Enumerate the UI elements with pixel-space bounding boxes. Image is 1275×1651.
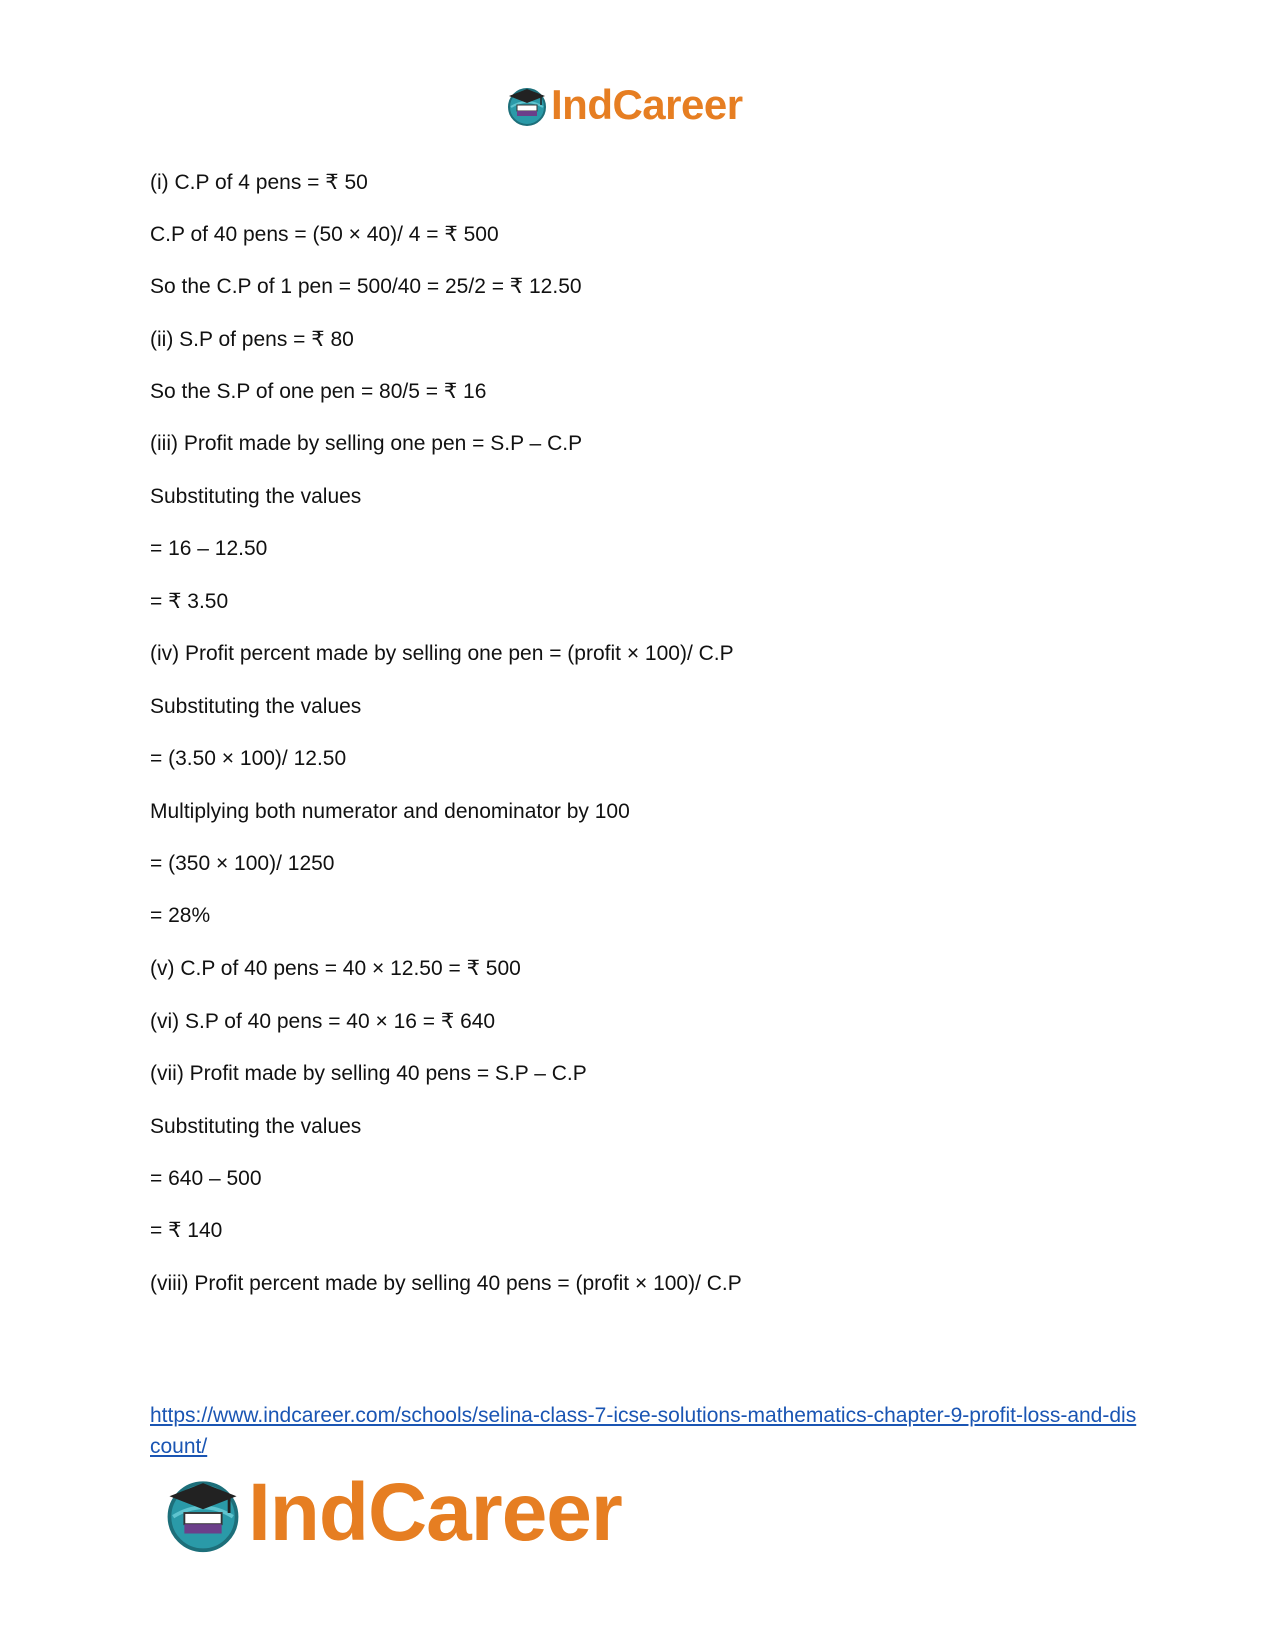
text-line: (iii) Profit made by selling one pen = S.P – C.P (150, 432, 583, 455)
text-line: = (3.50 × 100)/ 12.50 (150, 747, 347, 770)
text-line: C.P of 40 pens = (50 × 40)/ 4 = ₹ 500 (150, 223, 499, 246)
text-line: (v) C.P of 40 pens = 40 × 12.50 = ₹ 500 (150, 957, 521, 980)
text-line: = 16 – 12.50 (150, 537, 268, 560)
text-line: So the S.P of one pen = 80/5 = ₹ 16 (150, 380, 487, 403)
text-line: (i) C.P of 4 pens = ₹ 50 (150, 171, 368, 194)
text-line: (iv) Profit percent made by selling one pen = (profit × 100)/ C.P (150, 642, 734, 665)
text-line: (ii) S.P of pens = ₹ 80 (150, 328, 354, 351)
text-line: (vii) Profit made by selling 40 pens = S.P – C.P (150, 1062, 587, 1085)
logo-wordmark: IndCareer (248, 1467, 622, 1558)
text-line: (viii) Profit percent made by selling 40 pens = (profit × 100)/ C.P (150, 1272, 742, 1295)
logo-wordmark: IndCareer (551, 81, 743, 128)
text-line: (vi) S.P of 40 pens = 40 × 16 = ₹ 640 (150, 1010, 496, 1033)
text-line: = 28% (150, 904, 211, 927)
text-line: = ₹ 140 (150, 1219, 223, 1242)
graduation-cap-book-globe-icon (505, 83, 549, 127)
source-link[interactable]: https://www.indcareer.com/schools/selina-class-7-icse-solutions-mathematics-chapter-9-profit-loss-and-discount/ (150, 1404, 1137, 1458)
text-line: Substituting the values (150, 695, 362, 718)
text-line: = 640 – 500 (150, 1167, 262, 1190)
text-line: = ₹ 3.50 (150, 590, 229, 613)
footer-logo (162, 1468, 622, 1558)
text-line: = (350 × 100)/ 1250 (150, 852, 335, 875)
header-logo (505, 80, 743, 130)
text-line: So the C.P of 1 pen = 500/40 = 25/2 = ₹ 12.50 (150, 275, 582, 298)
text-line: Substituting the values (150, 1115, 362, 1138)
graduation-cap-book-globe-icon (162, 1472, 244, 1554)
text-line: Multiplying both numerator and denominator by 100 (150, 800, 630, 823)
text-line: Substituting the values (150, 485, 362, 508)
